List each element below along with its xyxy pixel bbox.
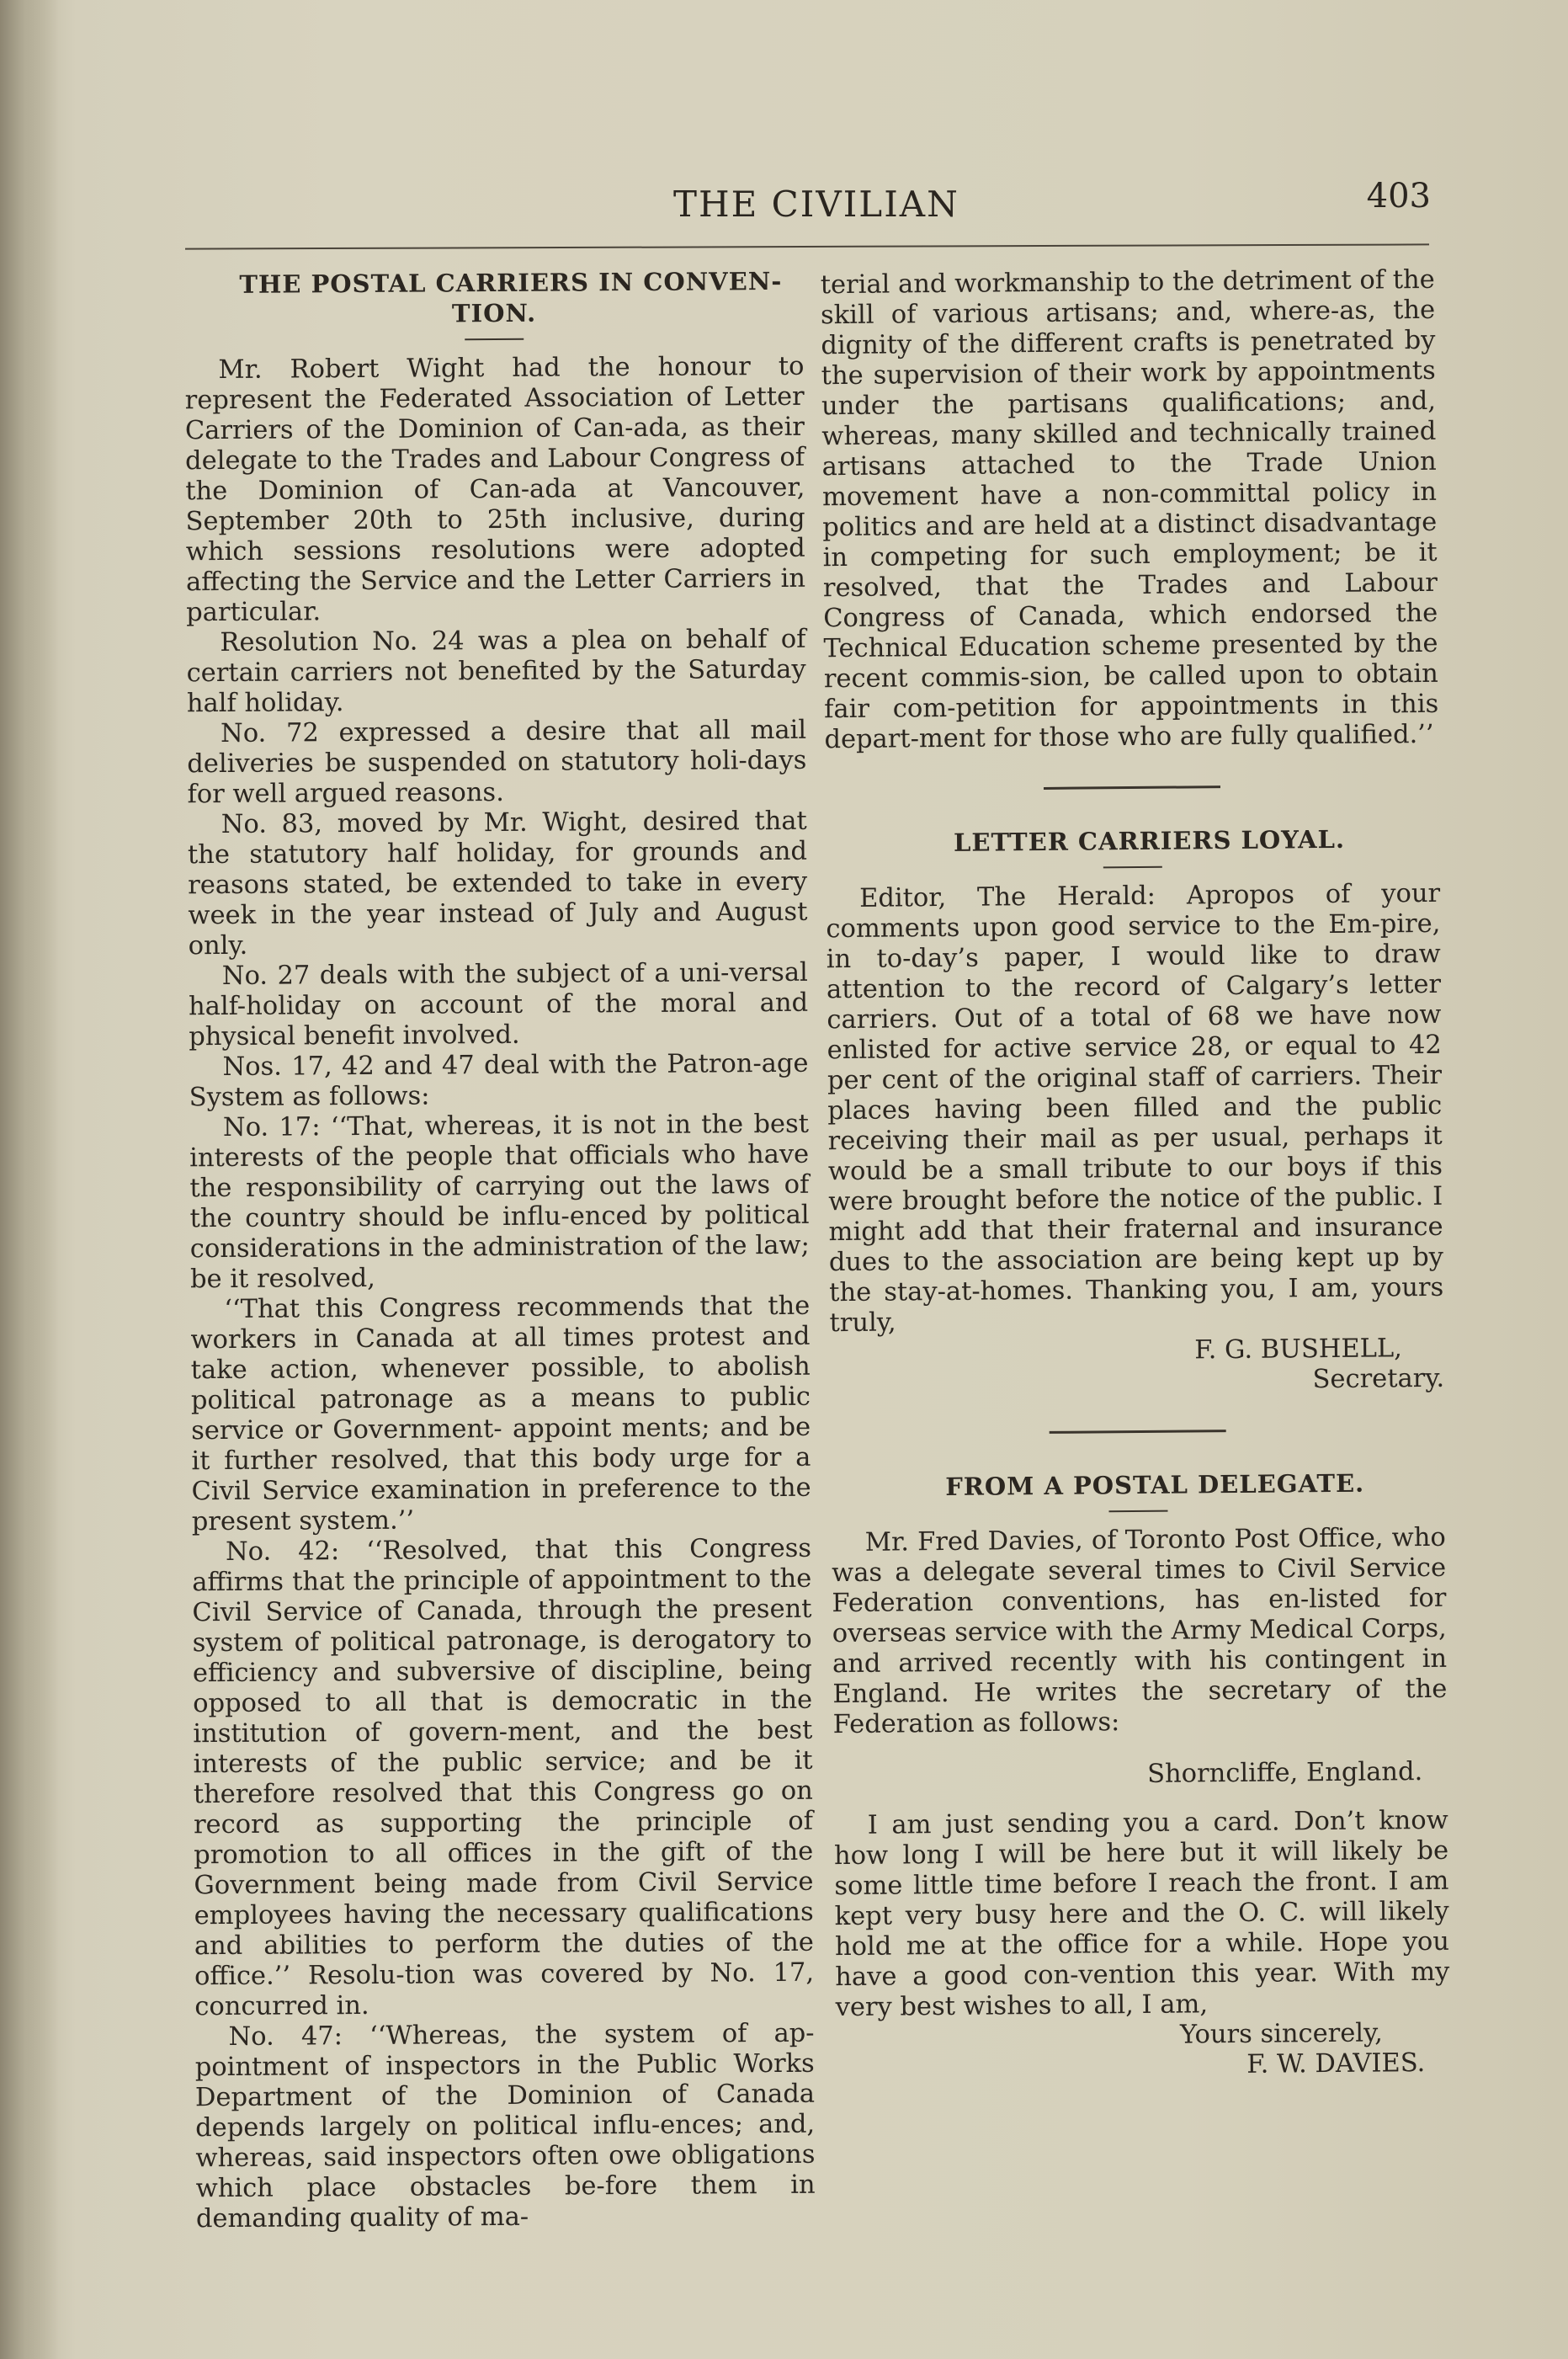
paragraph: Mr. Fred Davies, of Toronto Post Office, who was a delegate several times to Civil Service Federation conventions, has en-listed for overseas service with the Army Medical Corps, and arrived recently with his contingent in England. He writes the secretary of the Federation as follows:: [831, 1522, 1448, 1740]
signature-name: F. W. DAVIES.: [1246, 2048, 1426, 2079]
paragraph: ‘‘That this Congress recommends that the workers in Canada at all times protest and take action, whenever possible, to abolish political patronage as a means to public service or Government- appoint ments; and be it further resolved, that this body urge for a Civil Service examination in preference to the present system.’’: [190, 1291, 811, 1537]
signature-name: F. G. BUSHELL,: [1194, 1334, 1402, 1366]
paragraph: No. 17: ‘‘That, whereas, it is not in the best interests of the people that officials who have the responsibility of carrying out the laws of the country should be influ-enced by political considerations in the administration of the law; be it resolved,: [189, 1109, 810, 1295]
paragraph: No. 83, moved by Mr. Wight, desired that the statutory half holiday, for grounds and reasons stated, be extended to take in every week in the year instead of July and August only.: [187, 806, 808, 961]
left-column: [184, 266, 816, 2273]
right-column: [821, 265, 1453, 2274]
continued-paragraph: terial and workmanship to the detriment of the skill of various artisans; and, where-as, the dignity of the different crafts is penetrated by the supervision of their work by appointments under the partisans qualifications; and, whereas, many skilled and technically trained artisans attached to the Trade Union movement have a non-committal policy in politics and are held at a distinct disadvantage in competing for such employment; be it resolved, that the Trades and Labour Congress of Canada, which endorsed the Technical Education scheme presented by the recent commis-sion, be called upon to obtain fair com-petition for appointments in this depart-ment for those who are fully qualified.’’: [820, 264, 1439, 755]
heading-divider: [465, 338, 524, 340]
paragraph: No. 72 expressed a desire that all mail deliveries be suspended on statutory holi-days for well argued reasons.: [187, 715, 807, 810]
running-title: THE CIVILIAN: [673, 184, 959, 225]
section-divider: [1050, 1430, 1226, 1434]
article-heading-postal-delegate: FROM A POSTAL DELEGATE.: [945, 1468, 1365, 1501]
heading-divider: [1108, 1510, 1167, 1513]
paragraph: No. 27 deals with the subject of a uni-versal half-holiday on account of the moral and physical benefit involved.: [188, 957, 809, 1052]
paragraph: Resolution No. 24 was a plea on behalf of certain carriers not benefited by the Saturday half holiday.: [186, 624, 806, 719]
book-spine-shadow: [0, 0, 59, 2359]
letter-closing: Yours sincerely,: [1179, 2018, 1384, 2050]
heading-divider: [1103, 866, 1162, 869]
paragraph: Nos. 17, 42 and 47 deal with the Patron-age System as follows:: [189, 1048, 809, 1113]
paragraph: No. 47: ‘‘Whereas, the system of ap-pointment of inspectors in the Public Works Department of the Dominion of Canada depends largely on political influ-ences; and, whereas, said inspectors often owe obligations which place obstacles be-fore them in demanding quality of ma-: [194, 2018, 816, 2234]
letter-place: Shorncliffe, England.: [1147, 1757, 1423, 1789]
page-number: 403: [1366, 177, 1431, 216]
article-heading-postal-carriers: THE POSTAL CARRIERS IN CONVEN-TION.: [239, 266, 783, 328]
page-header: [185, 177, 1431, 253]
section-divider: [1044, 785, 1220, 790]
letter-body: I am just sending you a card. Don’t know how long I will be here but it will likely be some little time before I reach the front. I am kept very busy here and the O. C. will likely hold me at the office for a while. Hope you have a good con-vention this year. With my very best wishes to all, I am,: [833, 1805, 1450, 2023]
letter-body: Editor, The Herald: Apropos of your comments upon good service to the Em-pire, in to-day’s paper, I would like to draw attention to the record of Calgary’s letter carriers. Out of a total of 68 we have now enlisted for active service 28, or equal to 42 per cent of the original staff of carriers. Their places having been filled and the public receiving their mail as per usual, perhaps it would be a small tribute to our boys if this were brought before the notice of the public. I might add that their fraternal and insurance dues to the association are being kept up by the stay-at-homes. Thanking you, I am, yours truly,: [826, 878, 1444, 1339]
paragraph: Mr. Robert Wight had the honour to represent the Federated Association of Letter Carriers of the Dominion of Can-ada, as their delegate to the Trades and Labour Congress of the Dominion of Can-ada at Vancouver, September 20th to 25th inclusive, during which sessions resolutions were adopted affecting the Service and the Letter Carriers in particular.: [184, 351, 806, 628]
signature-title: Secretary.: [1312, 1363, 1445, 1395]
article-heading-letter-carriers-loyal: LETTER CARRIERS LOYAL.: [953, 824, 1346, 857]
paragraph: No. 42: ‘‘Resolved, that this Congress affirms that the principle of appointment to the Civil Service of Canada, through the present system of political patronage, is derogatory to efficiency and subversive of discipline, being opposed to all that is democratic in the institution of govern-ment, and the best interests of the public service; and be it therefore resolved that this Congress go on record as supporting the principle of promotion to all offices in the gift of the Government being made from Civil Service employees having the necessary qualifications and abilities to perform the duties of the office.’’ Resolu-tion was covered by No. 17, concurred in.: [192, 1533, 815, 2022]
